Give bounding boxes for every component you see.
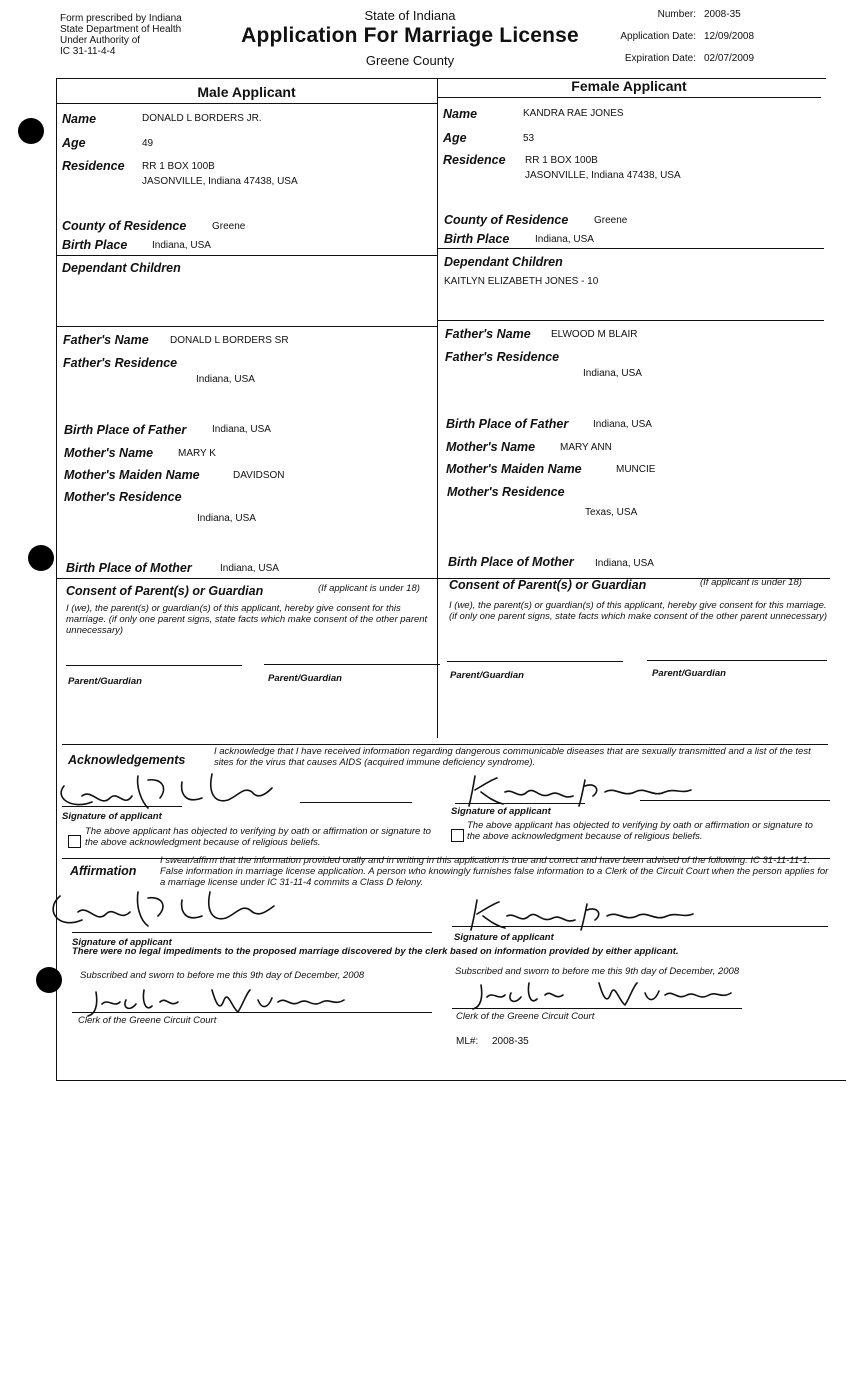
application-date-value: 12/09/2008	[704, 31, 755, 42]
prescribed-by-block	[60, 13, 182, 57]
male-objection-checkbox[interactable]	[68, 835, 81, 848]
male-residence-label: Residence	[62, 159, 125, 173]
binder-hole	[28, 545, 54, 571]
male-clerk-sign-line	[72, 1012, 432, 1013]
female-objection-text: The above applicant has objected to verifying by oath or affirmation or signature to the above acknowledgment because of religious beliefs.	[467, 820, 813, 842]
page-title: Application For Marriage License	[241, 24, 579, 47]
female-father-residence-label: Father's Residence	[445, 350, 560, 364]
female-father-name-label: Father's Name	[445, 327, 531, 341]
application-date-label: Application Date:	[620, 31, 696, 42]
male-children-label: Dependant Children	[62, 261, 181, 275]
male-affirmation-signature	[40, 884, 290, 936]
prescribed-line: Form prescribed by Indiana	[60, 13, 182, 24]
female-mother-name-label: Mother's Name	[446, 440, 536, 454]
female-objection-checkbox[interactable]	[451, 829, 464, 842]
prescribed-line: State Department of Health	[60, 24, 182, 35]
female-name-label: Name	[443, 107, 478, 121]
male-mother-maiden-label: Mother's Maiden Name	[64, 468, 200, 482]
female-parent-label-1: Parent/Guardian	[450, 670, 524, 681]
male-residence-line1: RR 1 BOX 100B	[142, 161, 215, 172]
expiration-date-value: 02/07/2009	[704, 53, 755, 64]
state-heading: State of Indiana	[364, 8, 456, 23]
frame-bottom-line	[56, 1080, 846, 1081]
female-consent-note: (If applicant is under 18)	[700, 577, 802, 588]
male-father-name-label: Father's Name	[63, 333, 149, 347]
acknowledgements-heading: Acknowledgements	[68, 753, 186, 767]
male-parent-label-2: Parent/Guardian	[268, 673, 342, 684]
female-father-name-value: ELWOOD M BLAIR	[551, 329, 638, 340]
expiration-date-label: Expiration Date:	[624, 53, 696, 64]
male-parent-line-2	[264, 664, 440, 665]
female-ack-signature-label: Signature of applicant	[451, 806, 551, 817]
male-mother-name-value: MARY K	[178, 448, 216, 459]
male-mother-name-label: Mother's Name	[64, 446, 154, 460]
female-mother-maiden-label: Mother's Maiden Name	[446, 462, 582, 476]
impediments-statement: There were no legal impediments to the proposed marriage discovered by the clerk based on information provided by either applicant.	[72, 946, 679, 957]
female-mother-maiden-value: MUNCIE	[616, 464, 656, 475]
female-children-value: KAITLYN ELIZABETH JONES - 10	[444, 276, 599, 287]
female-mother-birth-value: Indiana, USA	[595, 558, 654, 569]
female-parent-line-2	[647, 660, 827, 661]
male-father-residence-value: Indiana, USA	[196, 374, 255, 385]
female-children-label: Dependant Children	[444, 255, 563, 269]
female-heading: Female Applicant	[571, 78, 687, 94]
male-age-label: Age	[62, 136, 86, 150]
number-label: Number:	[657, 9, 696, 20]
female-sworn-text: Subscribed and sworn to before me this 9th day of December, 2008	[455, 966, 740, 977]
county-heading: Greene County	[365, 53, 455, 68]
male-heading: Male Applicant	[197, 84, 296, 100]
female-birth-place-label: Birth Place	[444, 232, 510, 246]
male-name-label: Name	[62, 112, 97, 126]
male-affirmation-signature-label: Signature of applicant	[72, 937, 172, 948]
male-consent-note: (If applicant is under 18)	[318, 583, 420, 594]
number-value: 2008-35	[704, 9, 741, 20]
binder-hole	[36, 967, 62, 993]
column-divider	[437, 78, 438, 738]
female-consent-heading: Consent of Parent(s) or Guardian	[449, 578, 647, 592]
male-mother-residence-value: Indiana, USA	[197, 513, 256, 524]
female-clerk-sign-line	[452, 1008, 742, 1009]
male-mother-birth-label: Birth Place of Mother	[66, 561, 192, 575]
female-ack-sign-line	[455, 803, 585, 804]
female-affirmation-signature	[455, 894, 705, 934]
affirmation-heading: Affirmation	[70, 864, 137, 878]
female-section-line	[437, 248, 824, 249]
female-ack-sign-line-2	[640, 800, 830, 801]
male-birth-place-value: Indiana, USA	[152, 240, 211, 251]
male-father-birth-value: Indiana, USA	[212, 424, 271, 435]
female-mother-residence-value: Texas, USA	[585, 507, 638, 518]
female-age-label: Age	[443, 131, 467, 145]
acknowledgements-text: I acknowledge that I have received information regarding dangerous communicable diseases that are sexually transmitted and a list of the test sites for the virus that causes AIDS (acquired immune deficiency syndrome).	[214, 746, 811, 768]
female-affirmation-sign-line	[452, 926, 828, 927]
male-county-value: Greene	[212, 221, 246, 232]
female-parent-line-1	[447, 661, 623, 662]
binder-hole	[18, 118, 44, 144]
male-affirmation-sign-line	[72, 932, 432, 933]
ml-label: ML#:	[456, 1036, 479, 1047]
ml-value: 2008-35	[492, 1036, 529, 1047]
male-age-value: 49	[142, 138, 154, 149]
male-mother-birth-value: Indiana, USA	[220, 563, 279, 574]
male-sworn-text: Subscribed and sworn to before me this 9th day of December, 2008	[80, 970, 365, 981]
female-age-value: 53	[523, 133, 535, 144]
female-mother-residence-label: Mother's Residence	[447, 485, 565, 499]
male-ack-sign-line	[62, 806, 182, 807]
female-parent-label-2: Parent/Guardian	[652, 668, 726, 679]
female-county-value: Greene	[594, 215, 628, 226]
female-father-birth-value: Indiana, USA	[593, 419, 652, 430]
male-ack-signature-label: Signature of applicant	[62, 811, 162, 822]
male-section-line	[56, 255, 437, 256]
male-father-birth-label: Birth Place of Father	[64, 423, 187, 437]
male-ack-sign-line-2	[300, 802, 412, 803]
female-residence-line1: RR 1 BOX 100B	[525, 155, 598, 166]
male-objection-text: The above applicant has objected to verifying by oath or affirmation or signature to the above acknowledgment because of religious beliefs.	[85, 826, 431, 848]
female-mother-name-value: MARY ANN	[560, 442, 612, 453]
male-mother-maiden-value: DAVIDSON	[233, 470, 285, 481]
female-clerk-label: Clerk of the Greene Circuit Court	[456, 1011, 595, 1022]
male-father-residence-label: Father's Residence	[63, 356, 178, 370]
female-residence-line2: JASONVILLE, Indiana 47438, USA	[525, 170, 681, 181]
male-father-name-value: DONALD L BORDERS SR	[170, 335, 289, 346]
male-clerk-label: Clerk of the Greene Circuit Court	[78, 1015, 217, 1026]
ack-top-line	[62, 744, 828, 745]
male-consent-text: I (we), the parent(s) or guardian(s) of this applicant, hereby give consent for this marriage. (if only one parent signs, state facts which make consent of the other parent unnecessary)	[66, 603, 428, 636]
female-ack-signature	[455, 770, 705, 810]
male-birth-place-label: Birth Place	[62, 238, 128, 252]
male-parent-label-1: Parent/Guardian	[68, 676, 142, 687]
prescribed-line: IC 31-11-4-4	[60, 46, 116, 57]
female-mother-birth-label: Birth Place of Mother	[448, 555, 574, 569]
female-children-line	[437, 320, 824, 321]
male-mother-residence-label: Mother's Residence	[64, 490, 182, 504]
female-consent-text: I (we), the parent(s) or guardian(s) of this applicant, hereby give consent for this marriage. (if only one parent signs, state facts which make consent of the other parent unnecessary)	[449, 600, 828, 622]
female-birth-place-value: Indiana, USA	[535, 234, 594, 245]
female-residence-label: Residence	[443, 153, 506, 167]
female-father-residence-value: Indiana, USA	[583, 368, 642, 379]
male-county-label: County of Residence	[62, 219, 187, 233]
female-county-label: County of Residence	[444, 213, 569, 227]
male-name-value: DONALD L BORDERS JR.	[142, 113, 262, 124]
male-residence-line2: JASONVILLE, Indiana 47438, USA	[142, 176, 298, 187]
female-heading-underline	[437, 97, 821, 98]
male-children-line	[56, 326, 437, 327]
prescribed-line: Under Authority of	[60, 35, 141, 46]
male-heading-underline	[56, 103, 437, 104]
female-father-birth-label: Birth Place of Father	[446, 417, 569, 431]
male-parent-line-1	[66, 665, 242, 666]
female-name-value: KANDRA RAE JONES	[523, 108, 624, 119]
female-affirmation-signature-label: Signature of applicant	[454, 932, 554, 943]
affirmation-text: I swear/affirm that the information provided orally and in writing in this application is true and correct and have been advised of the following: IC 31-11-11-1. False information in marriage license application. A person who knowingly furnishes false information to a Clerk of the Circuit Court when the person applies for a marriage license under IC 31-11-4 commits a Class D felony.	[160, 855, 829, 888]
male-consent-heading: Consent of Parent(s) or Guardian	[66, 584, 264, 598]
